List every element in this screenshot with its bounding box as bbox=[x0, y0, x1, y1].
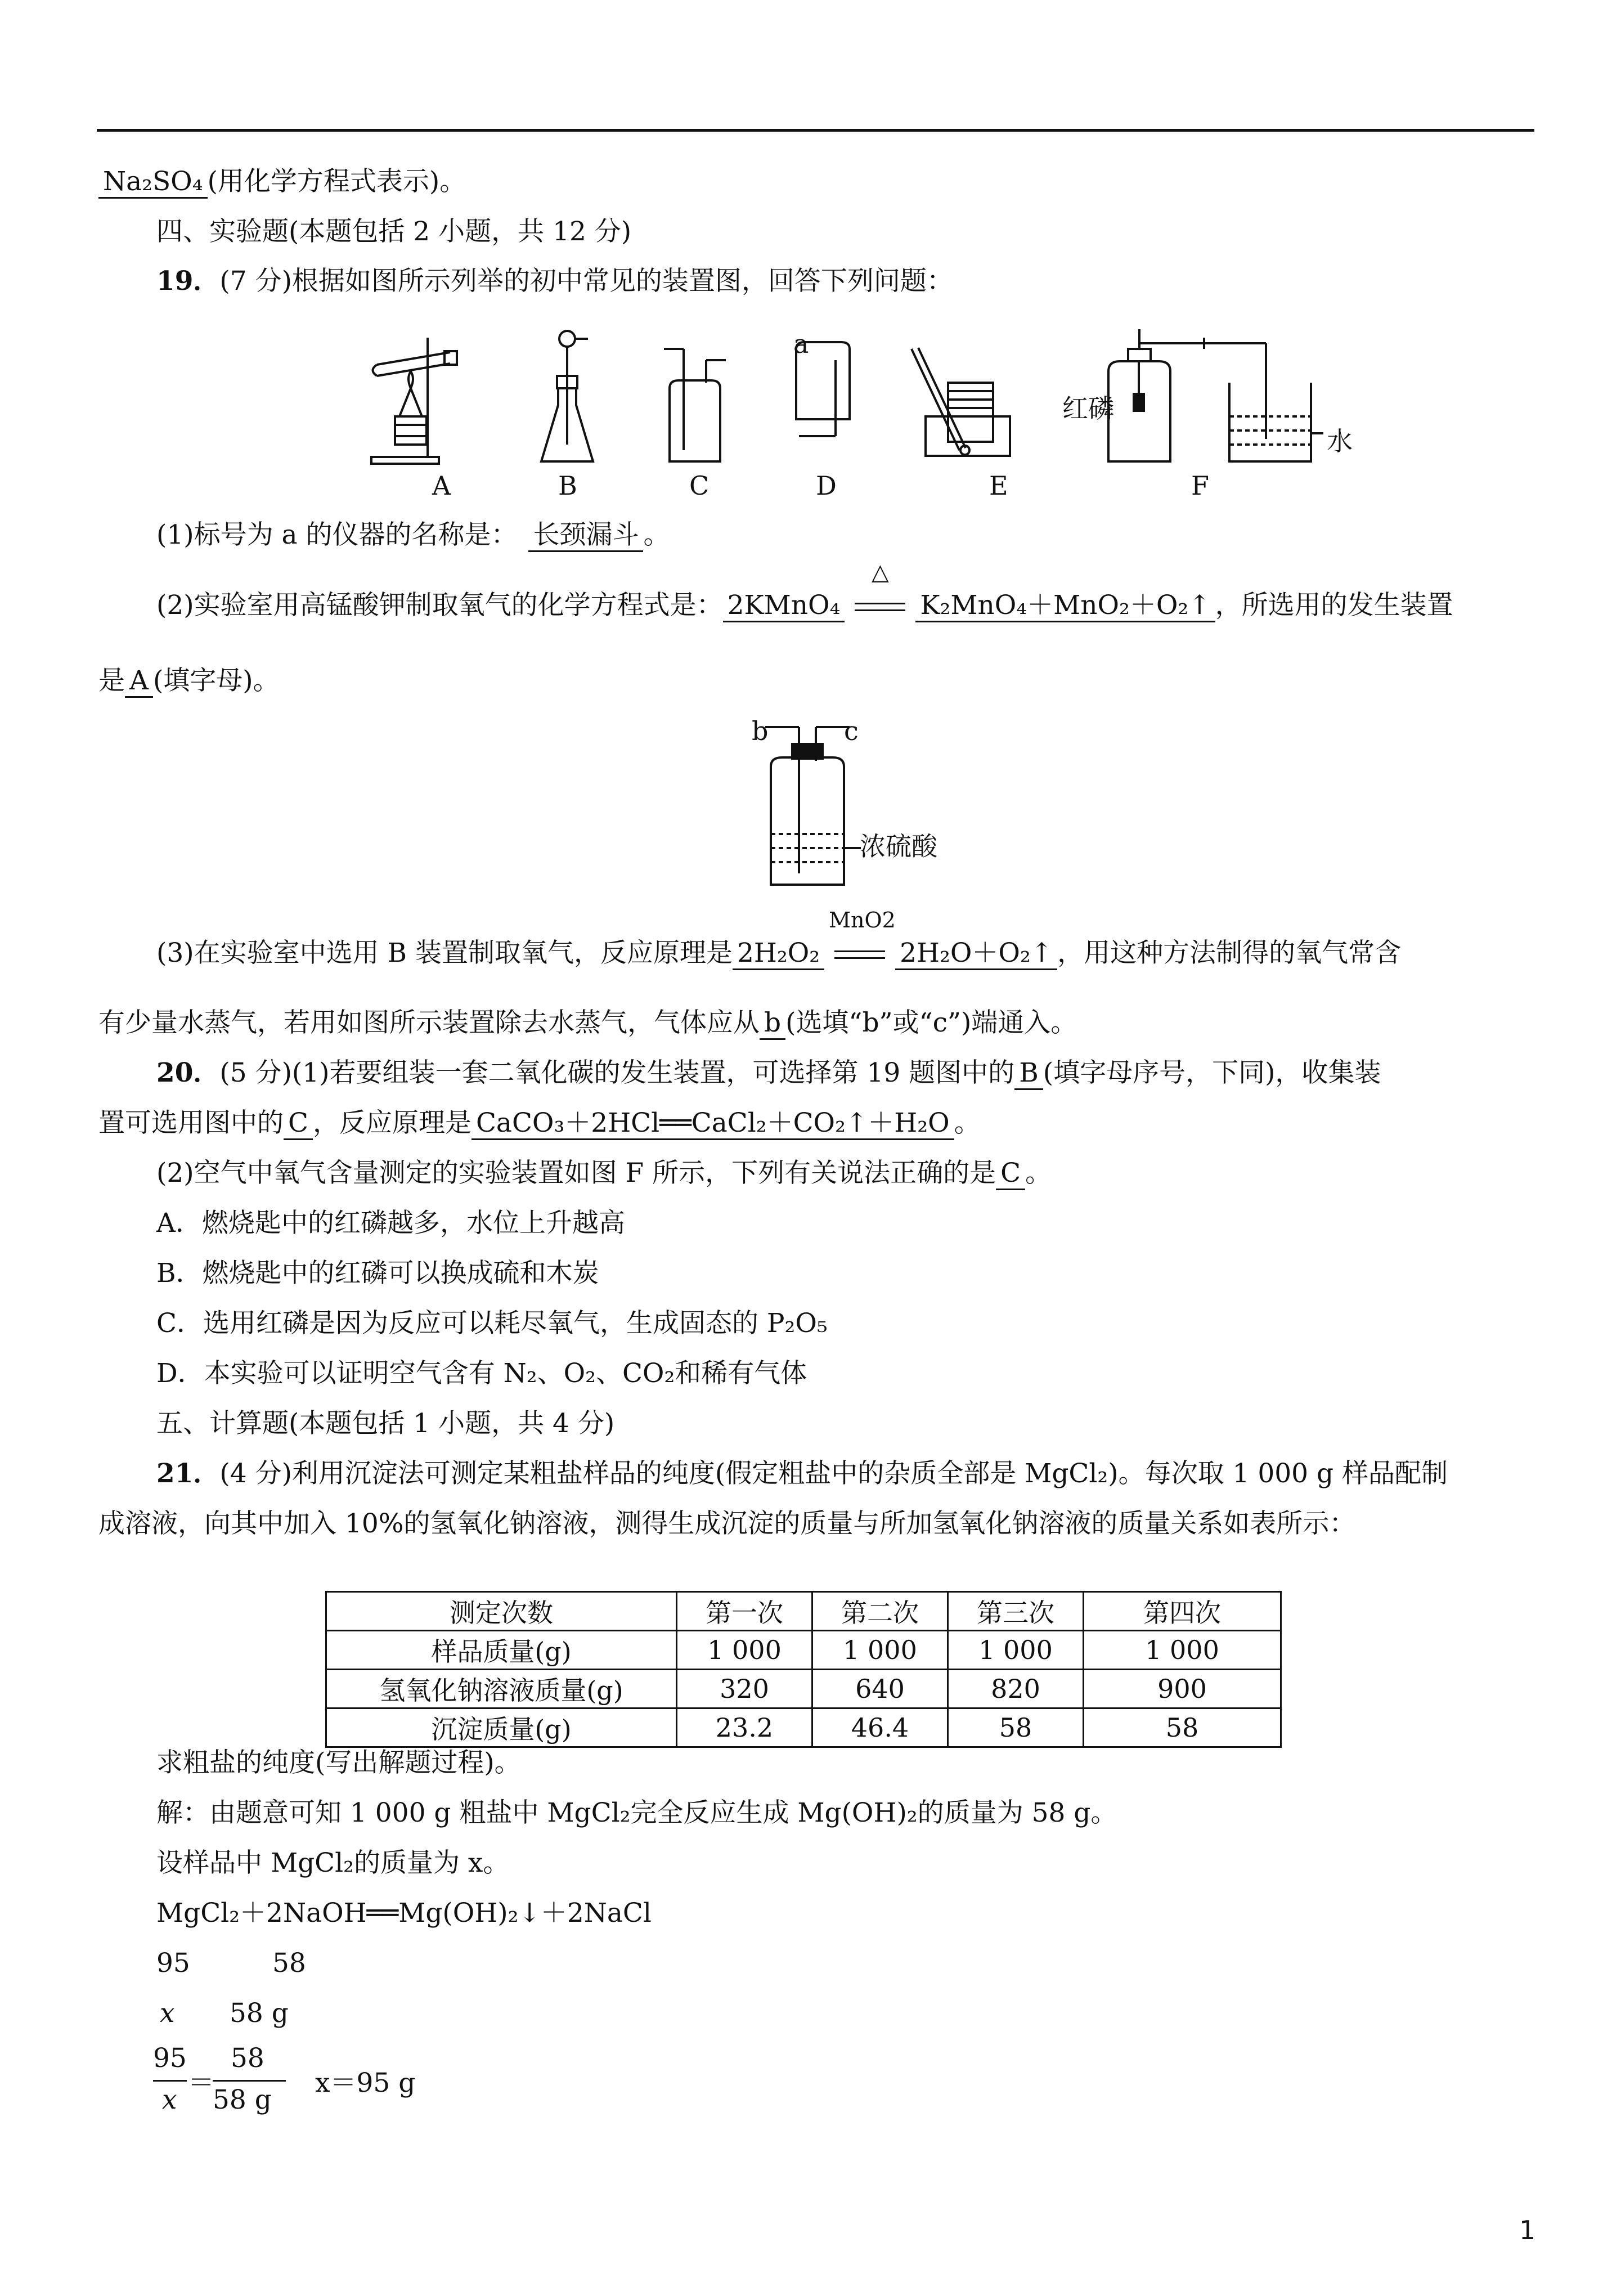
label-c: c bbox=[844, 716, 859, 746]
label-D: D bbox=[816, 470, 837, 501]
table-cell: 沉淀质量(g) bbox=[326, 1708, 677, 1747]
label-B: B bbox=[558, 470, 577, 501]
q21-stem-line2: 成溶液，向其中加入 10%的氢氧化钠溶液，测得生成沉淀的质量与所加氢氧化钠溶液的质量关系如表所示： bbox=[98, 1508, 1356, 1539]
q19-3: (3)在实验室中选用 B 装置制取氧气，反应原理是 2H₂O₂ MnO2 2H₂O＋O₂↑ ，用这种方法制得的氧气常含 bbox=[156, 936, 1401, 972]
answer-19-1: 长颈漏斗 bbox=[528, 520, 643, 552]
table-row bbox=[326, 1708, 1281, 1747]
option-c: C．选用红磷是因为反应可以耗尽氧气，生成固态的 P₂O₅ bbox=[156, 1308, 828, 1339]
fraction-equals: ＝ bbox=[188, 2068, 214, 2098]
table-header-cell: 第三次 bbox=[948, 1592, 1084, 1631]
fraction-denominator-1: x bbox=[162, 2084, 177, 2115]
answer-20-1a: B bbox=[1014, 1058, 1043, 1090]
label-funnel-a: a bbox=[793, 329, 809, 359]
apparatus-figure bbox=[360, 326, 1350, 495]
fraction-bar-2 bbox=[213, 2080, 286, 2082]
section-4-heading: 四、实验题(本题包括 2 小题，共 12 分) bbox=[156, 216, 632, 247]
q19-3-line2: 有少量水蒸气，若用如图所示装置除去水蒸气，气体应从 b (选填“b”或“c”)端通入。 bbox=[98, 1006, 1077, 1040]
equation-condition-heat: △ bbox=[849, 590, 911, 624]
fraction-numerator-1: 95 bbox=[153, 2043, 187, 2074]
fraction-numerator-2: 58 bbox=[231, 2043, 264, 2074]
option-d: D．本实验可以证明空气含有 N₂、O₂、CO₂和稀有气体 bbox=[156, 1358, 807, 1389]
table-header-cell: 第二次 bbox=[812, 1592, 948, 1631]
header-rule bbox=[97, 129, 1534, 132]
table-cell: 氢氧化钠溶液质量(g) bbox=[326, 1670, 677, 1708]
table-cell: 1 000 bbox=[677, 1631, 812, 1670]
answer-19-3: b bbox=[760, 1008, 785, 1040]
table-cell: 58 bbox=[948, 1708, 1084, 1747]
answer-20-2: C bbox=[996, 1158, 1025, 1190]
table-cell: 320 bbox=[677, 1670, 812, 1708]
answer-20-1b: C bbox=[284, 1108, 313, 1140]
label-b: b bbox=[752, 716, 769, 746]
table-row bbox=[326, 1670, 1281, 1708]
solution-line-2: 设样品中 MgCl₂的质量为 x。 bbox=[156, 1847, 510, 1878]
measurement-table bbox=[325, 1591, 1282, 1748]
q21-stem-line1: 21．(4 分)利用沉淀法可测定某粗盐样品的纯度(假定粗盐中的杂质全部是 MgCl₂)。每次取 1 000 g 样品配制 bbox=[156, 1458, 1448, 1489]
table-cell: 23.2 bbox=[677, 1708, 812, 1747]
q19-2-line2: 是 A (填字母)。 bbox=[98, 664, 280, 698]
table-cell: 640 bbox=[812, 1670, 948, 1708]
solution-ratio-95: 95 bbox=[156, 1948, 190, 1979]
answer-na2so4: Na₂SO₄ bbox=[98, 167, 208, 199]
apparatus-f bbox=[1108, 329, 1323, 461]
equation-condition-mno2: MnO2 bbox=[829, 938, 891, 972]
q21-ask: 求粗盐的纯度(写出解题过程)。 bbox=[156, 1747, 521, 1778]
label-F: F bbox=[1191, 470, 1209, 501]
answer-20-1c: CaCO₃＋2HCl══CaCl₂＋CO₂↑＋H₂O bbox=[472, 1108, 954, 1140]
table-cell: 820 bbox=[948, 1670, 1084, 1708]
q19-2: (2)实验室用高锰酸钾制取氧气的化学方程式是： 2KMnO₄ △ K₂MnO₄＋MnO₂＋O₂↑ ，所选用的发生装置 bbox=[156, 589, 1453, 624]
table-cell: 900 bbox=[1084, 1670, 1281, 1708]
table-cell: 1 000 bbox=[1084, 1631, 1281, 1670]
label-A: A bbox=[432, 470, 451, 501]
solution-line-1: 解：由题意可知 1 000 g 粗盐中 MgCl₂完全反应生成 Mg(OH)₂的质量为 58 g。 bbox=[156, 1797, 1117, 1828]
fraction-bar-1 bbox=[153, 2080, 187, 2082]
apparatus-c bbox=[664, 349, 726, 461]
drying-bottle-figure bbox=[754, 721, 878, 890]
table-cell: 58 bbox=[1084, 1708, 1281, 1747]
table-header-cell: 测定次数 bbox=[326, 1592, 677, 1631]
apparatus-e bbox=[911, 348, 1010, 456]
option-b: B．燃烧匙中的红磷可以换成硫和木炭 bbox=[156, 1258, 599, 1289]
q20-1: 20．(5 分)(1)若要组装一套二氧化碳的发生装置，可选择第 19 题图中的 B (填字母序号，下同)，收集装 bbox=[156, 1056, 1381, 1090]
option-a: A．燃烧匙中的红磷越多，水位上升越高 bbox=[156, 1208, 625, 1239]
line-top: Na₂SO₄ (用化学方程式表示)。 bbox=[98, 165, 466, 199]
apparatus-b bbox=[541, 331, 593, 461]
label-red-phosphorus: 红磷 bbox=[1062, 393, 1114, 424]
table-cell: 样品质量(g) bbox=[326, 1631, 677, 1670]
fraction-denominator-2: 58 g bbox=[213, 2084, 272, 2115]
answer-19-2: A bbox=[125, 666, 153, 698]
q19-stem: 19．(7 分)根据如图所示列举的初中常见的装置图，回答下列问题： bbox=[156, 266, 953, 297]
solution-ratio-58: 58 bbox=[272, 1948, 306, 1979]
q19-1: (1)标号为 a 的仪器的名称是： 长颈漏斗 。 bbox=[156, 518, 670, 552]
table-header-cell: 第一次 bbox=[677, 1592, 812, 1631]
q20-1-line2: 置可选用图中的 C ，反应原理是 CaCO₃＋2HCl══CaCl₂＋CO₂↑＋H₂O 。 bbox=[98, 1106, 981, 1140]
table-header-row bbox=[326, 1592, 1281, 1631]
table-cell: 1 000 bbox=[812, 1631, 948, 1670]
label-conc-sulfuric-acid: 浓硫酸 bbox=[860, 831, 937, 862]
table-row bbox=[326, 1631, 1281, 1670]
fraction-result: x＝95 g bbox=[315, 2068, 416, 2098]
label-water: 水 bbox=[1327, 426, 1353, 456]
page-number: 1 bbox=[1519, 2215, 1536, 2245]
solution-ratio-x: x bbox=[160, 1998, 175, 2029]
q20-2: (2)空气中氧气含量测定的实验装置如图 F 所示，下列有关说法正确的是 C 。 bbox=[156, 1156, 1052, 1190]
solution-ratio-58g: 58 g bbox=[230, 1998, 289, 2029]
section-5-heading: 五、计算题(本题包括 1 小题，共 4 分) bbox=[156, 1408, 615, 1439]
apparatus-a bbox=[371, 338, 457, 464]
table-cell: 46.4 bbox=[812, 1708, 948, 1747]
table-header-cell: 第四次 bbox=[1084, 1592, 1281, 1631]
solution-equation: MgCl₂＋2NaOH══Mg(OH)₂↓＋2NaCl bbox=[156, 1898, 652, 1929]
label-C: C bbox=[689, 470, 710, 501]
table-cell: 1 000 bbox=[948, 1631, 1084, 1670]
label-E: E bbox=[989, 470, 1008, 501]
